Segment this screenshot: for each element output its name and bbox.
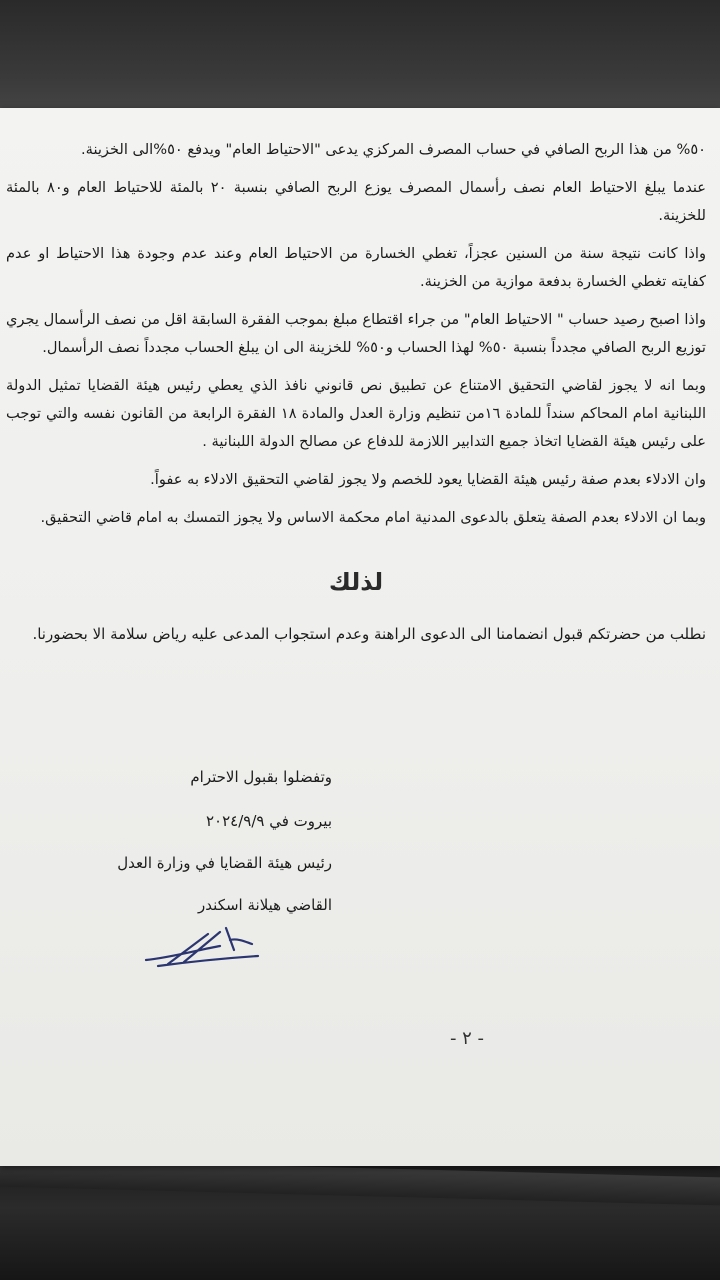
page-number: - ٢ - (449, 1028, 485, 1049)
background-top (0, 0, 720, 110)
closing-thanks: وتفضلوا بقبول الاحترام (190, 768, 332, 786)
paragraph-2: عندما يبلغ الاحتياط العام نصف رأسمال المصرف يوزع الربح الصافي بنسبة ٢٠ بالمئة للاحتياط العام و٨٠ بالمئة للخزينة. (6, 179, 706, 224)
paragraph-7: وبما ان الادلاء بعدم الصفة يتعلق بالدعوى المدنية امام محكمة الاساس ولا يجوز التمسك به امام قاضي التحقيق. (40, 509, 706, 526)
signer-position: رئيس هيئة القضايا في وزارة العدل (117, 854, 332, 872)
document-body (6, 136, 706, 648)
paragraph-4: واذا اصبح رصيد حساب " الاحتياط العام" من جراء اقتطاع مبلغ بموجب الفقرة السابقة اقل من نصف الرأسمال يجري توزيع الربح الصافي مجدداً بنسبة ٥٠% لهذا الحساب و٥٠% للخزينة الى ان يبلغ الحساب مجدداً نصف الرأسمال. (6, 311, 706, 356)
signer-name: القاضي هيلانة اسكندر (198, 896, 332, 914)
document-page (0, 108, 720, 1166)
handwritten-signature (138, 916, 268, 976)
closing-block (12, 756, 332, 926)
paragraph-3: واذا كانت نتيجة سنة من السنين عجزاً، تغطي الخسارة من الاحتياط العام وعند عدم وجودة هذا الاحتياط او عدم كفايته تغطي الخسارة بدفعة موازية من الخزينة. (6, 245, 706, 290)
paragraph-1: ٥٠% من هذا الربح الصافي في حساب المصرف المركزي يدعى "الاحتياط العام" ويدفع ٥٠%الى الخزينة. (81, 141, 706, 158)
paragraph-6: وان الادلاء بعدم صفة رئيس هيئة القضايا يعود للخصم ولا يجوز لقاضي التحقيق الادلاء به عفواً. (150, 471, 706, 488)
paragraph-5: وبما انه لا يجوز لقاضي التحقيق الامتناع عن تطبيق نص قانوني نافذ الذي يعطي رئيس هيئة القضايا تمثيل الدولة اللبنانية امام المحاكم سنداً للمادة ١٦من تنظيم وزارة العدل والمادة ١٨ الفقرة الرابعة من القانون نفسه والتي توجب على رئيس هيئة القضايا اتخاذ جميع التدابير اللازمة للدفاع عن مصالح الدولة اللبنانية . (6, 377, 707, 450)
section-heading: لذلك (328, 568, 384, 596)
place-date: بيروت في ٢٠٢٤/٩/٩ (205, 812, 332, 830)
request-paragraph: نطلب من حضرتكم قبول انضمامنا الى الدعوى الراهنة وعدم استجواب المدعى عليه رياض سلامة الا بحضورنا. (32, 625, 706, 643)
